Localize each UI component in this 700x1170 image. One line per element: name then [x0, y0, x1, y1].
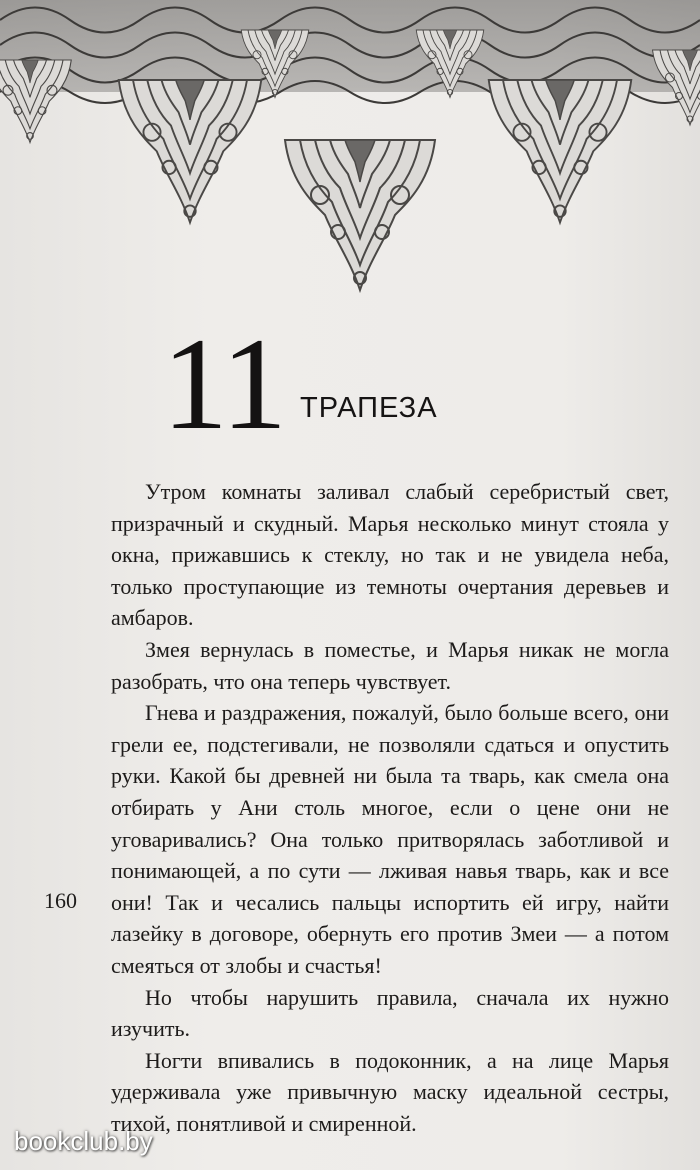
paragraph: Утром комнаты заливал слабый серебристый свет, призрачный и скудный. Марья несколько минут стояла у окна, прижавшись к стеклу, но так и не увидела неба, только проступающие из темноты очертания деревьев и амбаров.	[111, 479, 669, 631]
chapter-number: 11	[162, 310, 286, 457]
paragraph: Гнева и раздражения, пожалуй, было больше всего, они грели ее, подстегивали, не позволяли сдаться и опустить руки. Какой бы древней ни была та тварь, как смела она отбирать у Ани столь многое, если о цене они не уговаривались? Она только притворялась заботливой и понимающей, а по сути — лживая навья тварь, как и все они! Так и чесались пальцы испортить ей игру, найти лазейку в договоре, обернуть его против Змеи — а потом смеяться от злобы и счастья!	[111, 700, 669, 978]
site-watermark: bookclub.by	[14, 1126, 153, 1156]
paragraph: Змея вернулась в поместье, и Марья никак не могла разобрать, что она теперь чувствует.	[111, 636, 669, 694]
paragraph: Но чтобы нарушить правила, сначала их нужно изучить.	[111, 984, 669, 1042]
paragraph: Ногти впивались в подоконник, а на лице Марья удерживала уже привычную маску идеальной сестры, тихой, понятливой и смиренной.	[111, 1047, 669, 1136]
chapter-title: ТРАПЕЗА	[300, 392, 438, 424]
lace-ornament-header	[0, 0, 700, 300]
page-number: 160	[44, 888, 77, 913]
chapter-body	[111, 476, 669, 1139]
